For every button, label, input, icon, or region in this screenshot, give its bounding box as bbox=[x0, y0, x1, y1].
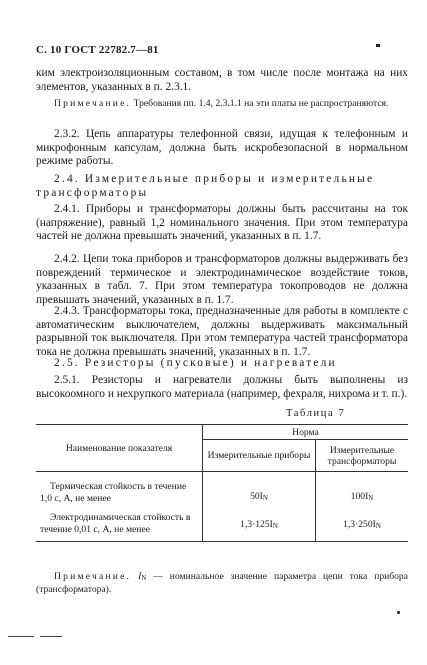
note-1 bbox=[36, 98, 408, 110]
footer-rule-left bbox=[8, 636, 34, 637]
table-7 bbox=[36, 424, 408, 542]
page-header: С. 10 ГОСТ 22782.7—81 bbox=[36, 44, 159, 56]
section-heading-2-4: 2.4. Измерительные приборы и измерительные трансформаторы bbox=[36, 173, 375, 199]
header-indicator: Наименование показателя bbox=[36, 425, 203, 472]
header-mark bbox=[376, 44, 380, 47]
paragraph-2-4-2: 2.4.2. Цепи тока приборов и трансформаторов должны выдерживать без повреждений термическое и электродинамическое воздействие токов, указанных в табл. 7. При этом температура токопроводов не должна превышать значений, указанных в п. 1.7. bbox=[36, 253, 408, 306]
row-trans: 1,3·250IN bbox=[316, 508, 409, 542]
note-1-label: Примечание. bbox=[54, 98, 132, 109]
row-instr: 1,3·125IN bbox=[203, 508, 316, 542]
table-row bbox=[36, 508, 408, 542]
table-row bbox=[36, 472, 408, 508]
note-2: Примечание. IN — номинальное значение параметра цепи тока прибора (трансформатора). bbox=[36, 571, 408, 596]
note-1-text: Требования пп. 1.4, 2.3.1.1 на эти платы не распространяются. bbox=[131, 98, 389, 109]
footer-rule-right bbox=[40, 636, 62, 637]
header-instruments: Измерительные приборы bbox=[203, 440, 316, 472]
row-name: Электродинамическая стойкость в течение 0,01 с, А, не менее bbox=[36, 508, 203, 542]
paragraph-2-3-2: 2.3.2. Цепь аппаратуры телефонной связи, идущая к телефонным и микрофонным капсулам, должна быть искробезопасной в нормальном режиме работы. bbox=[36, 128, 408, 168]
paragraph-continuation: ким электроизоляционным составом, в том числе после монтажа на них элементов, указанных в п. 2.3.1. bbox=[36, 67, 408, 93]
scan-dot bbox=[397, 611, 400, 614]
row-trans: 100IN bbox=[316, 472, 409, 508]
paragraph-2-4-3: 2.4.3. Трансформаторы тока, предназначенные для работы в комплекте с автоматическим выключателем, должны выдерживать максимальный разрывной ток выключателя. При этом температура частей трансформатора тока не должна превышать значений, указанных в п. 1.7. bbox=[36, 305, 408, 358]
table-label: Таблица 7 bbox=[286, 408, 346, 419]
paragraph-2-5-1: 2.5.1. Резисторы и нагреватели должны быть выполнены из высокоомного и нехрупкого материала (например, фехраля, нихрома и т. п.). bbox=[36, 374, 408, 400]
row-instr: 50IN bbox=[203, 472, 316, 508]
section-heading-2-5: 2.5. Резисторы (пусковые) и нагреватели bbox=[54, 357, 337, 369]
header-transformers: Измерительные трансформаторы bbox=[316, 440, 409, 472]
note-2-label: Примечание. bbox=[54, 571, 132, 582]
row-name: Термическая стойкость в течение 1,0 с, А, не менее bbox=[40, 480, 187, 504]
header-norm: Норма bbox=[203, 425, 409, 440]
paragraph-2-4-1: 2.4.1. Приборы и трансформаторы должны быть рассчитаны на ток (напряжение), равный 1,2 номинального значения. При этом температура частей не должна превышать значений, указанных в п. 1.7. bbox=[36, 203, 408, 243]
